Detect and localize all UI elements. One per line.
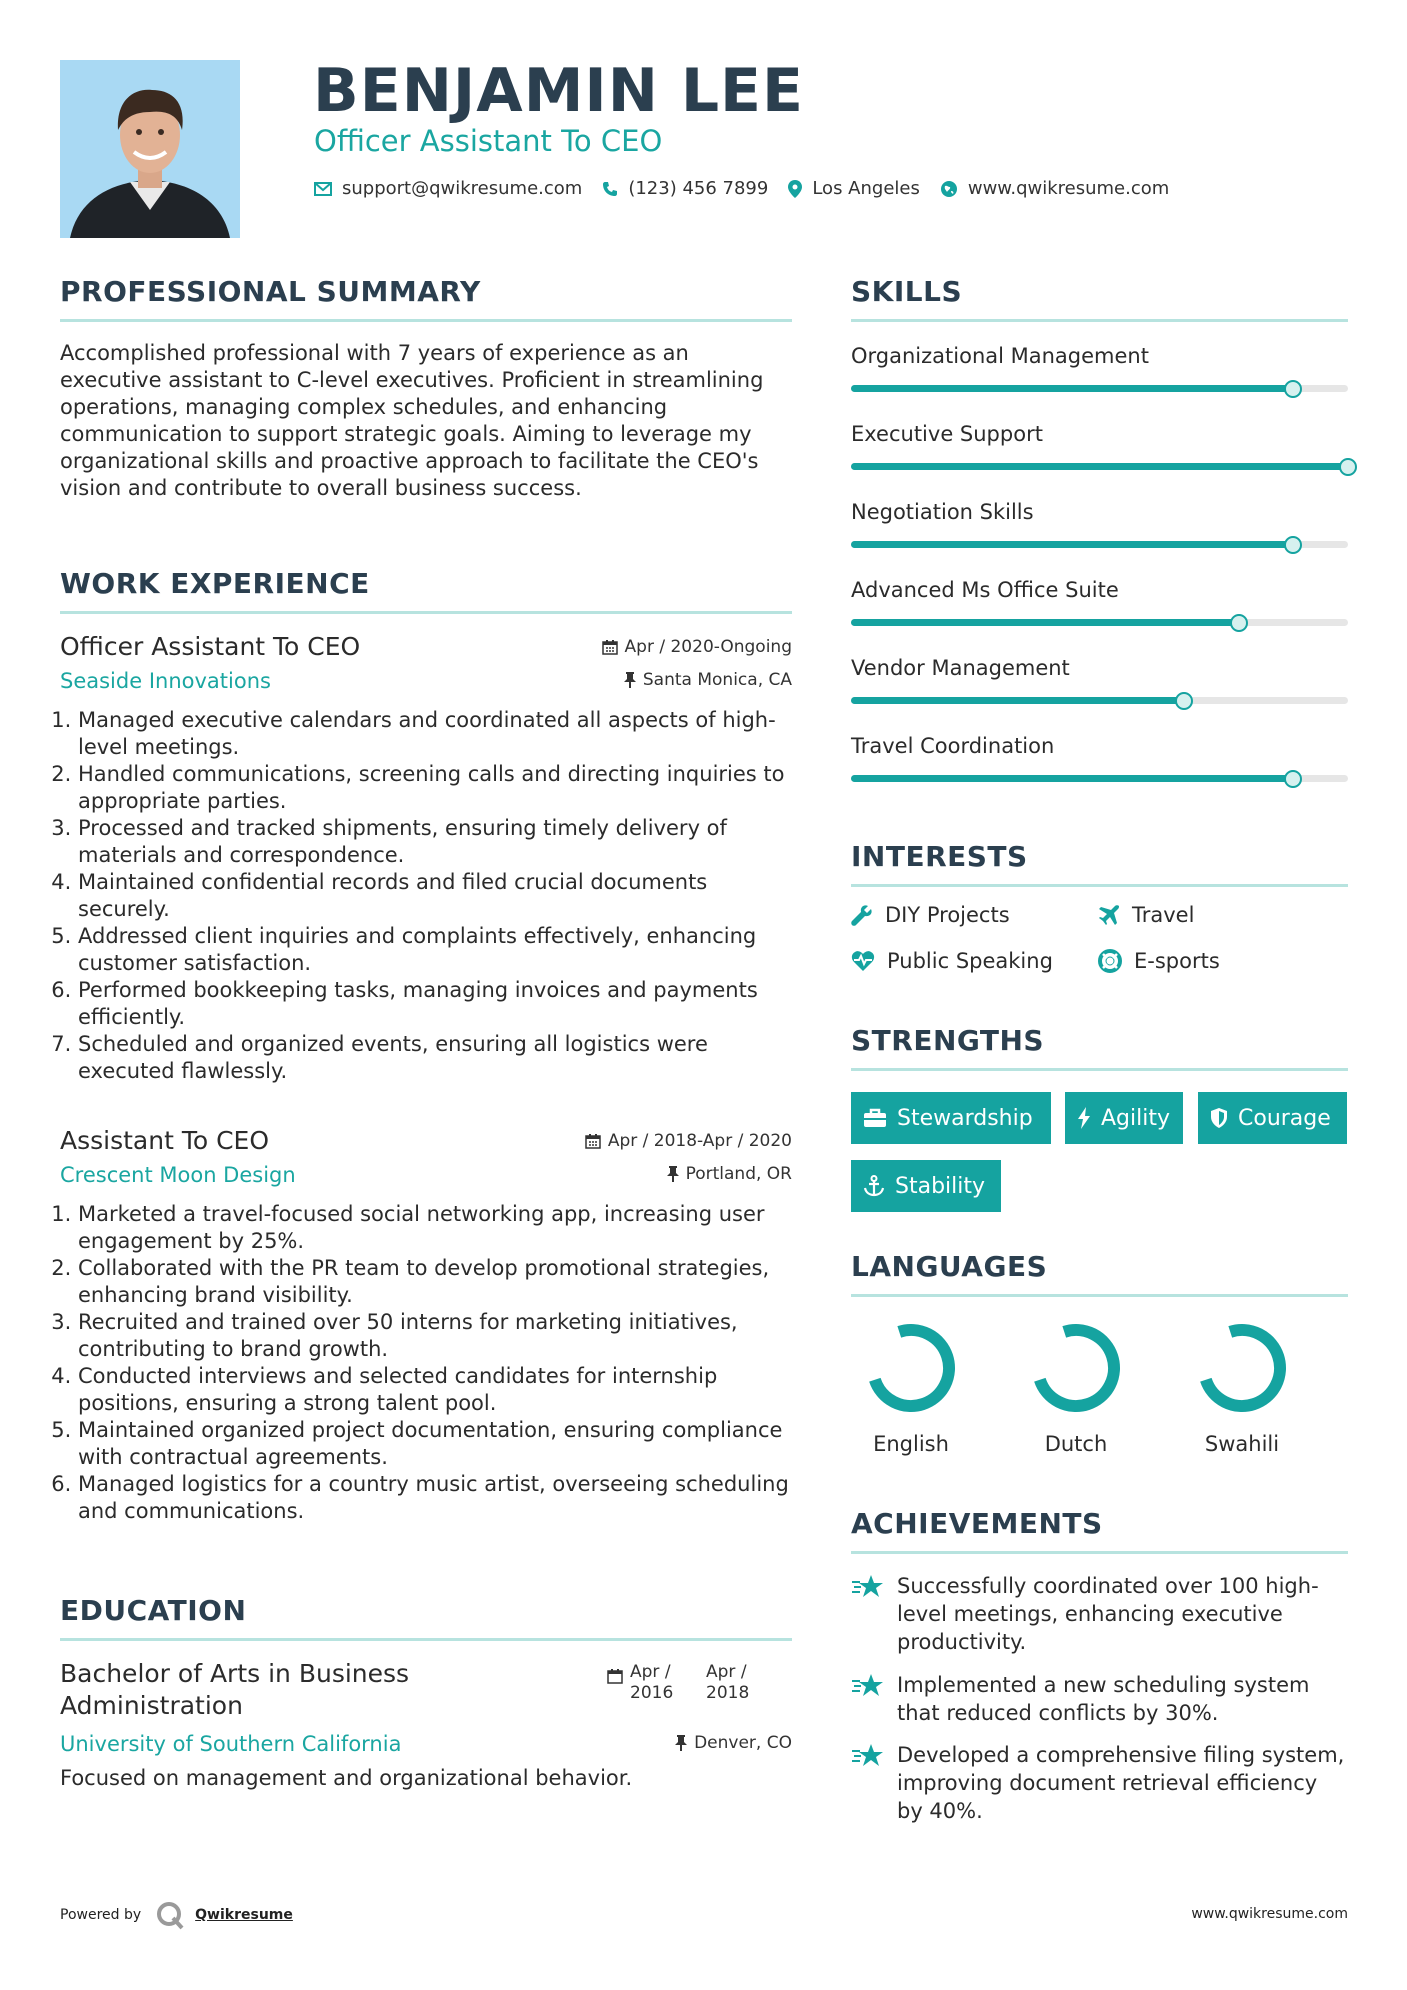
education-start: Apr / 2016 [630, 1662, 674, 1703]
job-date [585, 1131, 792, 1151]
strength-label: Stewardship [897, 1105, 1033, 1131]
globe-icon [940, 180, 958, 198]
skill-bar [851, 619, 1348, 626]
education-dates [607, 1662, 762, 1704]
job-location-text: Portland, OR [685, 1164, 792, 1184]
skill-label: Vendor Management [851, 656, 1070, 680]
language-ring [1192, 1318, 1292, 1418]
list-item: 7. Scheduled and organized events, ensuring all logistics were executed flawlessly. [78, 1031, 792, 1085]
section-divider [60, 611, 792, 614]
job-company: Crescent Moon Design [60, 1163, 296, 1187]
achievement-item [851, 1741, 1348, 1825]
skill-item [851, 655, 1348, 704]
language-item [1016, 1318, 1136, 1456]
list-item: 2. Handled communications, screening calls and directing inquiries to appropriate parties. [78, 761, 792, 815]
interests-heading: INTERESTS [851, 840, 1028, 873]
star-icon [851, 1673, 885, 1699]
languages-heading: LANGUAGES [851, 1250, 1048, 1283]
job-location [624, 670, 792, 690]
experience-heading: WORK EXPERIENCE [60, 567, 370, 600]
job-duties [60, 707, 792, 1085]
skills-section [851, 275, 1348, 322]
interest-label: DIY Projects [885, 903, 1010, 927]
pushpin-icon [624, 672, 636, 688]
heartbeat-icon [851, 950, 875, 972]
list-item: 1. Managed executive calendars and coordinated all aspects of high-level meetings. [78, 707, 792, 761]
lifebuoy-icon [1098, 949, 1122, 973]
summary-section [60, 275, 792, 502]
pushpin-icon [667, 1166, 679, 1182]
skill-label: Organizational Management [851, 344, 1149, 368]
footer-url[interactable]: www.qwikresume.com [1191, 1906, 1348, 1922]
education-entry [60, 1658, 792, 1790]
language-label: English [873, 1432, 949, 1456]
interest-item [1098, 949, 1220, 973]
skill-label: Negotiation Skills [851, 500, 1034, 524]
job-company: Seaside Innovations [60, 669, 271, 693]
section-divider [851, 884, 1348, 887]
calendar-icon [607, 1668, 623, 1684]
achievement-text: Developed a comprehensive filing system, improving document retrieval efficiency by 40%. [897, 1743, 1345, 1823]
language-ring-arc [1206, 1330, 1280, 1406]
list-item: 4. Maintained confidential records and filed crucial documents securely. [78, 869, 792, 923]
profile-photo [60, 60, 240, 238]
skill-bar [851, 463, 1348, 470]
envelope-icon [314, 182, 332, 196]
pushpin-icon [675, 1735, 687, 1751]
wrench-icon [851, 904, 873, 926]
summary-text: Accomplished professional with 7 years of experience as an executive assistant to C-level executives. Proficient in streamlining operations, managing complex schedules, and enhancing communication to support strategic goals. Aiming to leverage my organizational skills and proactive approach to facilitate the CEO's vision and contribute to overall business success. [60, 341, 764, 500]
interest-label: Public Speaking [887, 949, 1053, 973]
candidate-title: Officer Assistant To CEO [314, 124, 663, 158]
list-item: 4. Conducted interviews and selected candidates for internship positions, ensuring a strong talent pool. [78, 1363, 792, 1417]
phone-text: (123) 456 7899 [628, 178, 769, 199]
skill-label: Travel Coordination [851, 734, 1055, 758]
skill-bar [851, 775, 1348, 782]
skill-bar-fill [851, 619, 1239, 626]
qwikresume-link[interactable]: Qwikresume [195, 1907, 293, 1923]
language-ring-arc [875, 1330, 949, 1406]
strength-badge [851, 1160, 1001, 1212]
skill-bar-knob [1339, 458, 1357, 476]
strength-label: Stability [895, 1173, 986, 1199]
section-divider [60, 319, 792, 322]
achievements-heading: ACHIEVEMENTS [851, 1507, 1103, 1540]
calendar-icon [602, 639, 618, 655]
strength-badge [1065, 1092, 1183, 1144]
section-divider [851, 1294, 1348, 1297]
strengths-heading: STRENGTHS [851, 1024, 1045, 1057]
job-location-text: Santa Monica, CA [642, 670, 792, 690]
skills-heading: SKILLS [851, 275, 963, 308]
language-item [851, 1318, 971, 1456]
school-name: University of Southern California [60, 1732, 402, 1756]
plane-icon [1098, 904, 1120, 926]
skill-bar-knob [1284, 770, 1302, 788]
strengths-section [851, 1024, 1348, 1071]
language-item [1182, 1318, 1302, 1456]
summary-heading: PROFESSIONAL SUMMARY [60, 275, 481, 308]
qwikresume-logo-icon[interactable] [155, 1900, 187, 1930]
star-icon [851, 1574, 885, 1600]
achievement-item [851, 1671, 1348, 1727]
skill-item [851, 577, 1348, 626]
location-text: Los Angeles [812, 178, 920, 199]
powered-by-text: Powered by [60, 1907, 142, 1923]
website-text: www.qwikresume.com [967, 178, 1170, 199]
job-role: Assistant To CEO [60, 1126, 270, 1155]
email-text: support@qwikresume.com [342, 178, 583, 199]
list-item: 5. Addressed client inquiries and complaints effectively, enhancing customer satisfaction. [78, 923, 792, 977]
list-item: 6. Performed bookkeeping tasks, managing invoices and payments efficiently. [78, 977, 792, 1031]
language-label: Swahili [1204, 1432, 1280, 1456]
education-end: Apr / 2018 [706, 1662, 750, 1703]
contact-bar [314, 178, 1189, 199]
achievement-text: Implemented a new scheduling system that reduced conflicts by 30%. [897, 1673, 1310, 1725]
anchor-icon [863, 1175, 885, 1197]
contact-location [788, 178, 920, 199]
contact-phone[interactable] [602, 178, 768, 199]
section-divider [851, 1068, 1348, 1071]
list-item: 5. Maintained organized project documentation, ensuring compliance with contractual agreements. [78, 1417, 792, 1471]
list-item: 3. Processed and tracked shipments, ensuring timely delivery of materials and correspondence. [78, 815, 792, 869]
job-entry [60, 632, 792, 1085]
skill-item [851, 499, 1348, 548]
skill-bar-knob [1284, 536, 1302, 554]
skill-bar-knob [1230, 614, 1248, 632]
skill-bar [851, 385, 1348, 392]
strength-badge [851, 1092, 1051, 1144]
skill-bar-fill [851, 775, 1293, 782]
education-location [675, 1733, 792, 1753]
language-ring [1026, 1318, 1126, 1418]
job-location [667, 1164, 792, 1184]
language-ring [861, 1318, 961, 1418]
skill-label: Executive Support [851, 422, 1043, 446]
contact-website[interactable] [940, 178, 1169, 199]
strength-badge [1198, 1092, 1347, 1144]
languages-section [851, 1250, 1348, 1297]
skill-bar [851, 541, 1348, 548]
section-divider [851, 1551, 1348, 1554]
list-item: 6. Managed logistics for a country music artist, overseeing scheduling and communications. [78, 1471, 792, 1525]
job-role: Officer Assistant To CEO [60, 632, 361, 661]
calendar-icon [585, 1133, 601, 1149]
degree: Bachelor of Arts in Business Administration [60, 1659, 410, 1720]
achievements-section [851, 1507, 1348, 1554]
map-pin-icon [788, 180, 802, 198]
skill-bar [851, 697, 1348, 704]
job-date [602, 637, 792, 657]
phone-icon [602, 181, 618, 197]
skill-item [851, 343, 1348, 392]
job-duties [60, 1201, 792, 1525]
interests-section [851, 840, 1348, 887]
skill-bar-fill [851, 697, 1184, 704]
section-divider [60, 1638, 792, 1641]
skill-item [851, 733, 1348, 782]
footer-powered-by [60, 1900, 293, 1930]
shield-icon [1210, 1107, 1228, 1129]
skill-item [851, 421, 1348, 470]
experience-section [60, 567, 792, 614]
list-item: 1. Marketed a travel-focused social networking app, increasing user engagement by 25%. [78, 1201, 792, 1255]
skill-bar-fill [851, 385, 1293, 392]
interest-label: E-sports [1134, 949, 1220, 973]
language-label: Dutch [1044, 1432, 1108, 1456]
bolt-icon [1077, 1107, 1091, 1129]
star-icon [851, 1743, 885, 1769]
skill-label: Advanced Ms Office Suite [851, 578, 1119, 602]
section-divider [851, 319, 1348, 322]
achievement-item [851, 1572, 1348, 1656]
strength-label: Agility [1101, 1105, 1170, 1131]
list-item: 2. Collaborated with the PR team to develop promotional strategies, enhancing brand visibility. [78, 1255, 792, 1309]
interest-item [851, 949, 1053, 973]
interest-item [851, 903, 1010, 927]
interest-label: Travel [1132, 903, 1195, 927]
list-item: 3. Recruited and trained over 50 interns for marketing initiatives, contributing to brand growth. [78, 1309, 792, 1363]
job-date-text: Apr / 2018-Apr / 2020 [607, 1131, 792, 1151]
achievement-text: Successfully coordinated over 100 high-level meetings, enhancing executive productivity. [897, 1574, 1319, 1654]
education-heading: EDUCATION [60, 1594, 247, 1627]
skill-bar-fill [851, 463, 1348, 470]
education-description: Focused on management and organizational behavior. [60, 1766, 633, 1790]
job-entry [60, 1126, 792, 1525]
interest-item [1098, 903, 1194, 927]
candidate-name: BENJAMIN LEE [313, 56, 805, 126]
language-ring-arc [1040, 1330, 1114, 1406]
education-location-text: Denver, CO [694, 1733, 792, 1753]
skill-bar-knob [1175, 692, 1193, 710]
skill-bar-knob [1284, 380, 1302, 398]
skill-bar-fill [851, 541, 1293, 548]
briefcase-icon [863, 1108, 887, 1128]
job-date-text: Apr / 2020-Ongoing [624, 637, 792, 657]
strength-label: Courage [1238, 1105, 1331, 1131]
contact-email[interactable] [314, 178, 582, 199]
education-section [60, 1594, 792, 1641]
